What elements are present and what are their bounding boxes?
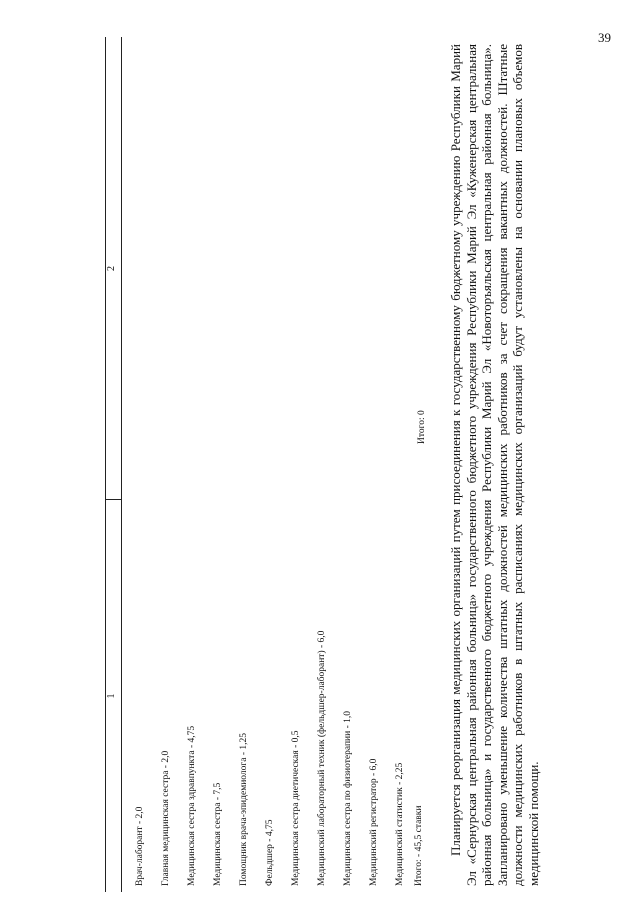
column-header-1: 1 bbox=[106, 693, 117, 699]
list-item: Медицинская сестра по физиотерапии - 1,0 bbox=[343, 710, 353, 886]
list-item: Медицинская сестра здравпункта - 4,75 bbox=[187, 725, 197, 886]
rotated-page-content bbox=[105, 37, 575, 892]
list-item: Медицинская сестра диетическая - 0,5 bbox=[291, 730, 301, 886]
table-header-border bbox=[121, 37, 122, 892]
staff-position-list bbox=[127, 631, 413, 886]
list-item: Медицинская сестра - 7,5 bbox=[213, 782, 223, 886]
list-item: Медицинский лабораторный техник (фельдшер-лаборант) - 6,0 bbox=[317, 630, 327, 886]
total-positions: Итого: - 45,5 ставки bbox=[414, 805, 424, 886]
list-item: Медицинский регистратор - 6,0 bbox=[369, 758, 379, 886]
body-paragraph: Планируется реорганизация медицинских организаций путем присоединения к государственному бюджетному учреждению Республики Марий Эл «Сернурская центральная районная больница» государственного бюджетного учреждения Республики Марий Эл «Куженерская центральная районная больница» и государственного бюджетного учреждения Республики Марий Эл «Новоторъяльская центральная районная больница». Запланировано уменьшение количества штатных должностей медицинских работников за счет сокращения вакантных должностей. Штатные должности медицинских работников в штатных расписаниях медицинских организаций будут установлены на основании плановых объемов медицинской помощи. bbox=[448, 44, 541, 886]
list-item: Главная медицинская сестра - 2,0 bbox=[161, 750, 171, 886]
list-item: Фельдшер - 4,75 bbox=[265, 819, 275, 886]
total-column-2: Итого: 0 bbox=[417, 410, 427, 444]
list-item: Врач-лаборант - 2,0 bbox=[135, 806, 145, 886]
page-number: 39 bbox=[598, 30, 611, 45]
list-item: Медицинский статистик - 2,25 bbox=[395, 762, 405, 886]
column-header-2: 2 bbox=[106, 266, 117, 271]
list-item: Помощник врача-эпидемиолога - 1,25 bbox=[239, 732, 249, 886]
